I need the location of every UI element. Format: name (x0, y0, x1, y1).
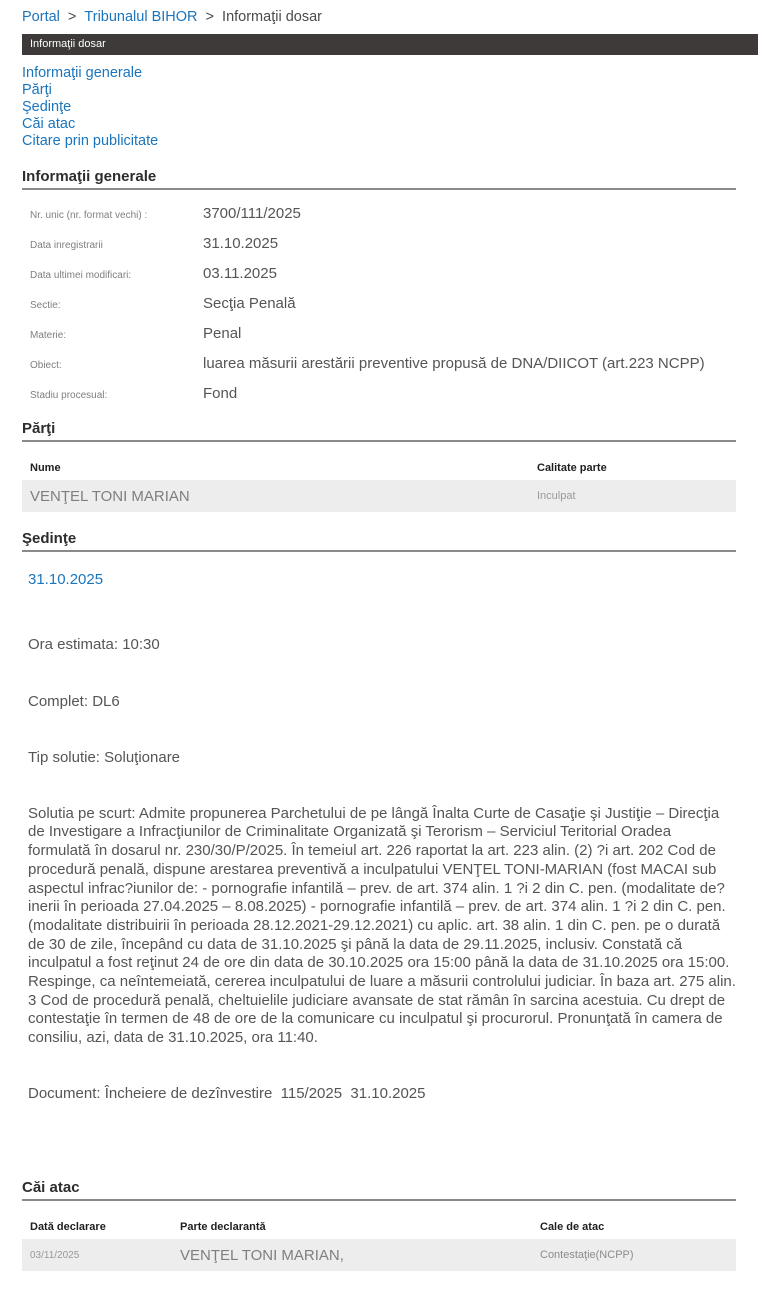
parties-table-header (22, 462, 736, 480)
field-row-data-ultimei-modificari (22, 265, 736, 282)
breadcrumb-separator: > (67, 9, 77, 25)
parties-table (22, 462, 736, 512)
field-row-nr-unic (22, 205, 736, 222)
field-row-obiect (22, 355, 736, 372)
field-row-data-inregistrarii (22, 235, 736, 252)
field-value: 31.10.2025 (203, 235, 279, 252)
hearing-document: Document: Încheiere de dezînvestire 115/2025 31.10.2025 (28, 1085, 426, 1103)
field-label: Data ultimei modificari: (30, 270, 132, 281)
field-row-stadiu-procesual (22, 385, 736, 402)
table-row[interactable] (22, 480, 736, 512)
field-value: 03.11.2025 (203, 265, 277, 282)
nav-item-citare-prin-publicitate[interactable]: Citare prin publicitate (22, 133, 159, 149)
breadcrumb-portal-link[interactable]: Portal (22, 9, 60, 25)
field-label: Sectie: (30, 300, 61, 311)
breadcrumb-current: Informaţii dosar (222, 9, 322, 25)
field-row-sectie (22, 295, 736, 312)
column-header-calitate-parte: Calitate parte (537, 462, 607, 474)
table-row[interactable] (22, 1239, 736, 1271)
general-info-fields (22, 205, 736, 402)
field-value: Penal (203, 325, 242, 342)
hearing-estimated-time: Ora estimata: 10:30 (28, 636, 160, 654)
breadcrumb-court-link[interactable]: Tribunalul BIHOR (84, 9, 198, 25)
page-title: Informaţii dosar (30, 38, 106, 50)
section-title-parti: Părţi (22, 420, 736, 442)
field-label: Obiect: (30, 360, 62, 371)
party-name: VENŢEL TONI MARIAN (30, 487, 190, 505)
hearing-panel: Complet: DL6 (28, 692, 120, 710)
column-header-cale-de-atac: Cale de atac (540, 1221, 605, 1234)
section-cai-atac (22, 1179, 736, 1271)
hearing-date-link[interactable]: 31.10.2025 (28, 571, 104, 588)
field-label: Materie: (30, 330, 67, 341)
appeals-table (22, 1221, 736, 1271)
field-value: Fond (203, 385, 238, 402)
party-quality: Inculpat (537, 490, 576, 502)
breadcrumb-separator: > (205, 9, 215, 25)
field-value: luarea măsurii arestării preventive propusă de DNA/DIICOT (art.223 NCPP) (203, 355, 705, 372)
column-header-parte-declaranta: Parte declarantă (180, 1221, 266, 1234)
appeal-type: Contestaţie(NCPP) (540, 1249, 634, 1262)
column-header-nume: Nume (30, 462, 61, 474)
field-value: Secţia Penală (203, 295, 296, 312)
nav-item-informatii-generale[interactable]: Informaţii generale (22, 65, 143, 81)
appeal-party: VENŢEL TONI MARIAN, (180, 1246, 344, 1264)
field-label: Data inregistrarii (30, 240, 103, 251)
section-title-sedinte: Şedinţe (22, 530, 736, 552)
appeals-table-header (22, 1221, 736, 1239)
section-informatii-generale (22, 168, 736, 402)
hearing-details (28, 599, 741, 1141)
field-label: Stadiu procesual: (30, 390, 108, 401)
section-title-informatii-generale: Informaţii generale (22, 168, 736, 190)
nav-item-sedinte[interactable]: Şedinţe (22, 99, 72, 115)
section-nav (22, 65, 736, 150)
field-value: 3700/111/2025 (203, 205, 301, 222)
section-sedinte (22, 530, 741, 1141)
field-label: Nr. unic (nr. format vechi) : (30, 210, 148, 221)
appeal-date: 03/11/2025 (30, 1249, 80, 1261)
page-title-bar (22, 34, 758, 55)
hearing-solution-type: Tip solutie: Soluţionare (28, 748, 181, 766)
nav-item-parti[interactable]: Părţi (22, 82, 52, 98)
column-header-data-declarare: Dată declarare (30, 1221, 106, 1234)
section-parti (22, 420, 736, 512)
breadcrumb (22, 9, 736, 25)
field-row-materie (22, 325, 736, 342)
section-title-cai-atac: Căi atac (22, 1179, 736, 1201)
nav-item-cai-atac[interactable]: Căi atac (22, 116, 76, 132)
hearing-solution-summary: Solutia pe scurt: Admite propunerea Parchetului de pe lângă Înalta Curte de Casaţie şi Justiţie – Direcţia de Investigare a Infracţiunilor de Criminalitate Organizată şi Terorism – Serviciul Teritorial Oradea formulată în dosarul nr. 230/30/P/2025. În temeiul art. 226 raportat la art. 223 alin. (2) ?i art. 202 Cod de procedură penală, dispune arestarea preventivă a inculpatului VENŢEL TONI-MARIAN (fost MACAI sub aspectul infrac?iunilor de: - pornografie infantilă – prev. de art. 374 alin. 1 ?i 2 din C. pen. (modalitate de?inerii în perioada 27.04.2025 – 8.08.2025) - pornografie infantilă – prev. de art. 374 alin. 1 ?i 2 din C. pen. (modalitate distribuirii în perioada 28.12.2021-29.12.2021) cu aplic. art. 38 alin. 1 din C. pen. pe o durată de 30 de zile, începând cu data de 31.10.2025 şi până la data de 29.11.2025, inclusiv. Constată că inculpatul a fost reţinut 24 de ore din data de 30.10.2025 ora 15:00 până la data de 31.10.2025 ora 15:00. Respinge, ca neîntemeiată, cererea inculpatului de luare a măsurii controlului judiciar. În baza art. 275 alin. 3 Cod de procedură penală, cheltuielile judiciare avansate de stat rămân în sarcina acestuia. Cu drept de contestaţie în termen de 48 de ore de la comunicare cu inculpatul şi procurorul. Pronunţată în camera de consiliu, azi, data de 31.10.2025, ora 11:40. (28, 804, 741, 1047)
